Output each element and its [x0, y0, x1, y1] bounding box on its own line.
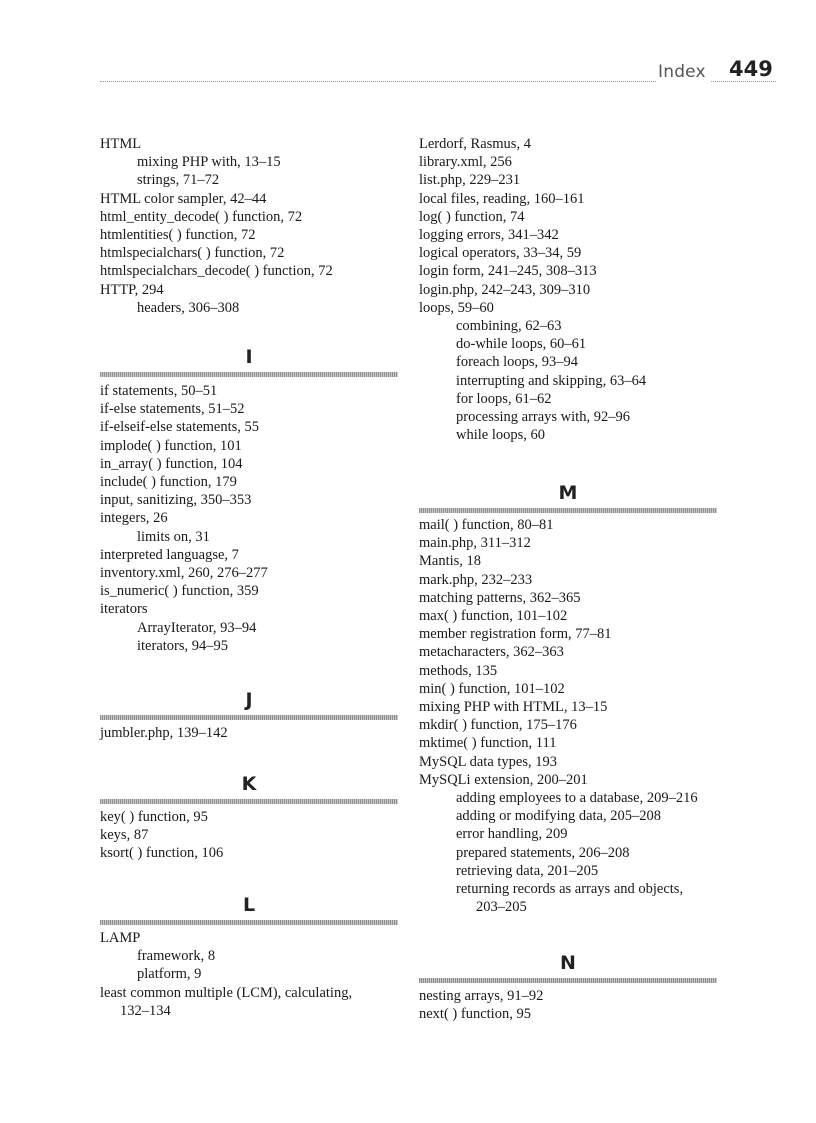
index-subentry: prepared statements, 206–208: [456, 844, 630, 861]
index-entry: LAMP: [100, 930, 141, 946]
section-header-i: [100, 345, 398, 377]
index-entry: htmlspecialchars_decode( ) function, 72: [100, 263, 333, 280]
index-subentry: limits on, 31: [137, 528, 210, 545]
index-entry: if-elseif-else statements, 55: [100, 419, 260, 436]
index-entry-continuation: 132–134: [120, 1002, 171, 1019]
index-subentry: retrieving data, 201–205: [456, 862, 599, 879]
section-rule: [100, 920, 398, 925]
section-k-entries: [100, 808, 400, 863]
index-subentry: mixing PHP with, 13–15: [137, 154, 281, 171]
index-entry: MySQL data types, 193: [419, 753, 558, 770]
index-entry: min( ) function, 101–102: [419, 680, 565, 697]
index-entry: if statements, 50–51: [100, 383, 218, 399]
index-entry: logging errors, 341–342: [419, 227, 559, 244]
index-entry: logical operators, 33–34, 59: [419, 245, 582, 262]
section-header-j: [100, 688, 398, 720]
section-rule: [100, 715, 398, 720]
index-subentry: while loops, 60: [456, 427, 546, 444]
section-l-entries: [100, 929, 400, 1020]
index-entry: login form, 241–245, 308–313: [419, 263, 597, 280]
index-entry: keys, 87: [100, 827, 149, 844]
section-letter: I: [245, 346, 253, 368]
section-i-entries: [100, 382, 400, 655]
page-number: 449: [729, 57, 773, 81]
section-n-entries: [419, 987, 719, 1023]
index-entry: Mantis, 18: [419, 553, 482, 570]
index-entry: least common multiple (LCM), calculating,: [100, 984, 353, 1001]
section-rule: [419, 508, 717, 513]
index-subentry: interrupting and skipping, 63–64: [456, 372, 647, 389]
index-entry: max( ) function, 101–102: [419, 608, 568, 625]
index-subentry: combining, 62–63: [456, 318, 562, 335]
index-entry: HTTP, 294: [100, 281, 164, 298]
index-subentry: do-while loops, 60–61: [456, 336, 587, 353]
section-letter: M: [558, 482, 578, 504]
index-entry: is_numeric( ) function, 359: [100, 583, 259, 600]
section-m-entries: [419, 516, 719, 916]
section-rule: [100, 372, 398, 377]
index-entry: inventory.xml, 260, 276–277: [100, 565, 268, 582]
section-header-k: [100, 772, 398, 804]
section-header-n: [419, 951, 717, 983]
index-entry: integers, 26: [100, 510, 168, 527]
index-entry: mark.php, 232–233: [419, 571, 533, 588]
index-entry: list.php, 229–231: [419, 172, 521, 189]
section-letter: K: [241, 773, 257, 795]
index-entry: ksort( ) function, 106: [100, 845, 224, 862]
index-entry: implode( ) function, 101: [100, 437, 242, 454]
index-entry: local files, reading, 160–161: [419, 190, 585, 207]
index-entry: matching patterns, 362–365: [419, 589, 581, 606]
index-entry: HTML color sampler, 42–44: [100, 190, 267, 207]
index-entry: nesting arrays, 91–92: [419, 988, 544, 1004]
index-entry: htmlentities( ) function, 72: [100, 227, 256, 244]
index-entry: next( ) function, 95: [419, 1006, 531, 1023]
index-entry: in_array( ) function, 104: [100, 455, 243, 472]
index-entry: login.php, 242–243, 309–310: [419, 281, 591, 298]
index-entry: Lerdorf, Rasmus, 4: [419, 136, 531, 152]
index-entry: mktime( ) function, 111: [419, 735, 557, 752]
section-letter: L: [242, 894, 256, 916]
index-subentry: platform, 9: [137, 966, 202, 983]
index-entry: if-else statements, 51–52: [100, 401, 245, 418]
index-entry: key( ) function, 95: [100, 809, 208, 825]
index-entry: loops, 59–60: [419, 299, 494, 316]
section-rule: [100, 799, 398, 804]
index-entry: mail( ) function, 80–81: [419, 517, 554, 533]
index-subentry: headers, 306–308: [137, 299, 240, 316]
index-entry: jumbler.php, 139–142: [100, 725, 228, 741]
index-entry: library.xml, 256: [419, 154, 512, 171]
index-entry: interpreted languagse, 7: [100, 546, 239, 563]
index-entry: MySQLi extension, 200–201: [419, 771, 588, 788]
index-entry: log( ) function, 74: [419, 208, 525, 225]
index-subentry: foreach loops, 93–94: [456, 354, 579, 371]
index-entry: HTML: [100, 136, 142, 152]
index-entry: input, sanitizing, 350–353: [100, 492, 252, 509]
section-j-entries: [100, 724, 400, 742]
section-letter: N: [560, 952, 576, 974]
index-subentry: returning records as arrays and objects,: [456, 881, 684, 898]
index-entry: methods, 135: [419, 662, 498, 679]
index-subentry: adding or modifying data, 205–208: [456, 808, 661, 825]
index-entry: iterators: [100, 601, 148, 618]
index-entry: mkdir( ) function, 175–176: [419, 717, 577, 734]
running-header-title: Index: [656, 62, 710, 82]
index-subentry: for loops, 61–62: [456, 390, 552, 407]
section-letter: J: [245, 689, 253, 711]
index-entry-continuation: 203–205: [476, 899, 527, 916]
section-header-m: [419, 481, 717, 513]
index-entry: html_entity_decode( ) function, 72: [100, 208, 303, 225]
index-entry: include( ) function, 179: [100, 474, 237, 491]
section-header-l: [100, 893, 398, 925]
index-subentry: error handling, 209: [456, 826, 568, 843]
index-subentry: strings, 71–72: [137, 172, 220, 189]
index-entry: htmlspecialchars( ) function, 72: [100, 245, 285, 262]
left-column: [100, 135, 400, 317]
section-rule: [419, 978, 717, 983]
index-subentry: iterators, 94–95: [137, 637, 229, 654]
index-subentry: processing arrays with, 92–96: [456, 409, 630, 426]
index-entry: mixing PHP with HTML, 13–15: [419, 699, 608, 716]
index-entry: member registration form, 77–81: [419, 626, 612, 643]
index-entry: main.php, 311–312: [419, 535, 531, 552]
right-column: [419, 135, 719, 444]
index-subentry: ArrayIterator, 93–94: [137, 619, 257, 636]
index-subentry: framework, 8: [137, 948, 216, 965]
index-entry: metacharacters, 362–363: [419, 644, 564, 661]
index-subentry: adding employees to a database, 209–216: [456, 790, 698, 807]
